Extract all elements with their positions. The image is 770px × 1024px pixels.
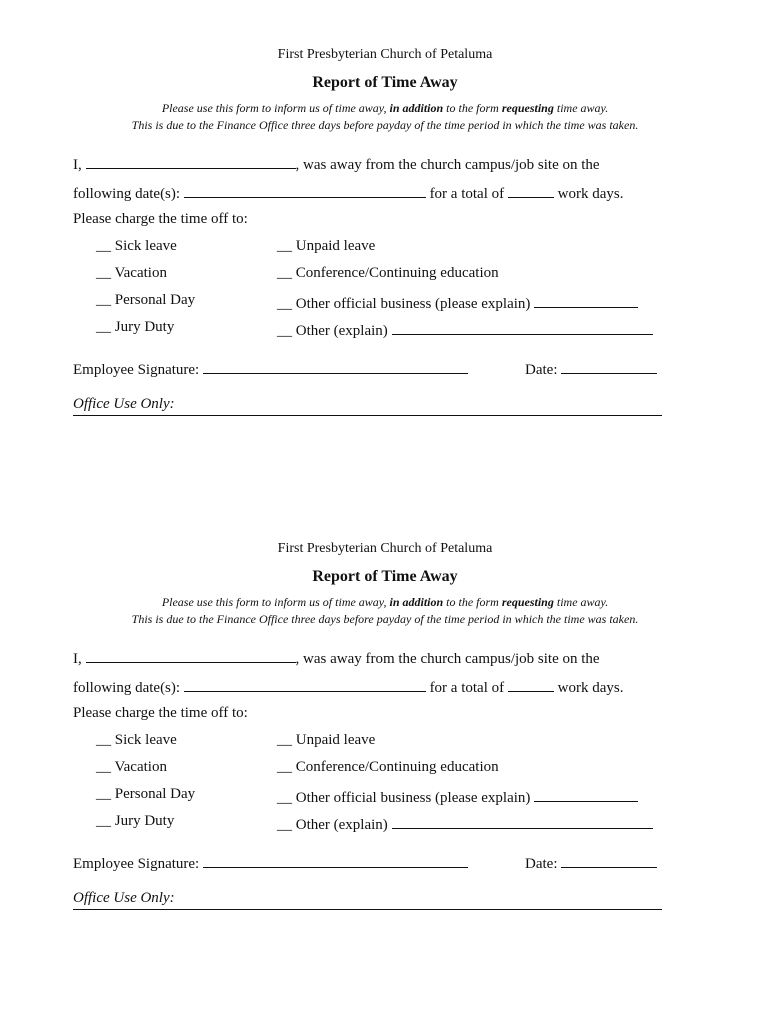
option-unpaid-leave[interactable]: __ Unpaid leave — [277, 238, 376, 254]
option-jury-duty[interactable]: __ Jury Duty — [96, 813, 175, 829]
office-use-only: Office Use Only: — [73, 396, 662, 416]
option-sick-leave[interactable]: __ Sick leave — [96, 238, 177, 254]
office-use-only: Office Use Only: — [73, 890, 662, 910]
option-label[interactable]: __ Other official business (please explain) — [277, 296, 535, 312]
instr-emphasis: requesting — [501, 595, 554, 609]
option-sick-leave[interactable]: __ Sick leave — [96, 732, 177, 748]
date-label: Date: — [525, 856, 562, 872]
option-other — [277, 813, 653, 834]
time-away-form-2 — [0, 494, 770, 914]
instr-text: time away. — [553, 101, 609, 115]
option-label[interactable]: __ Other (explain) — [277, 323, 392, 339]
instr-text: Please use this form to inform us of time away, — [161, 595, 390, 609]
dates-line — [73, 676, 623, 697]
employee-signature — [73, 852, 468, 873]
dates-field[interactable] — [184, 182, 426, 198]
employee-name-field[interactable] — [86, 153, 296, 169]
signature-label: Employee Signature: — [73, 362, 203, 378]
total-days-field[interactable] — [508, 182, 554, 198]
line-text: I, — [73, 157, 86, 173]
line-text: for a total of — [425, 186, 508, 202]
option-other-official-business — [277, 292, 638, 313]
line-text: following date(s): — [73, 186, 184, 202]
line-text: work days. — [553, 680, 624, 696]
instr-text: Please use this form to inform us of time away, — [161, 101, 390, 115]
line-text: for a total of — [425, 680, 508, 696]
line-text: , was away from the church campus/job site on the — [295, 651, 600, 667]
form-title: Report of Time Away — [312, 568, 458, 585]
charge-prompt: Please charge the time off to: — [73, 211, 248, 227]
signature-field[interactable] — [203, 358, 468, 374]
employee-name-field[interactable] — [86, 647, 296, 663]
instructions-line-2: This is due to the Finance Office three days before payday of the time period in which the time was taken. — [131, 118, 639, 132]
option-label[interactable]: __ Other official business (please explain) — [277, 790, 535, 806]
option-vacation[interactable]: __ Vacation — [96, 759, 167, 775]
organization-name: First Presbyterian Church of Petaluma — [277, 47, 493, 62]
official-business-explain-field[interactable] — [534, 292, 638, 308]
option-jury-duty[interactable]: __ Jury Duty — [96, 319, 175, 335]
date-row — [525, 852, 657, 873]
instr-text: to the form — [443, 101, 502, 115]
instructions-line-1 — [0, 595, 770, 610]
other-explain-field[interactable] — [392, 813, 653, 829]
employee-name-line — [73, 153, 600, 174]
employee-name-line — [73, 647, 600, 668]
employee-signature — [73, 358, 468, 379]
date-field[interactable] — [561, 358, 657, 374]
option-other-official-business — [277, 786, 638, 807]
option-conference-education[interactable]: __ Conference/Continuing education — [277, 759, 499, 775]
time-away-form-1 — [0, 0, 770, 420]
dates-field[interactable] — [184, 676, 426, 692]
dates-line — [73, 182, 623, 203]
option-other — [277, 319, 653, 340]
option-label[interactable]: __ Other (explain) — [277, 817, 392, 833]
option-personal-day[interactable]: __ Personal Day — [96, 786, 196, 802]
other-explain-field[interactable] — [392, 319, 653, 335]
instr-emphasis: requesting — [501, 101, 554, 115]
option-conference-education[interactable]: __ Conference/Continuing education — [277, 265, 499, 281]
instr-text: to the form — [443, 595, 502, 609]
option-vacation[interactable]: __ Vacation — [96, 265, 167, 281]
option-unpaid-leave[interactable]: __ Unpaid leave — [277, 732, 376, 748]
line-text: work days. — [553, 186, 624, 202]
charge-prompt: Please charge the time off to: — [73, 705, 248, 721]
date-field[interactable] — [561, 852, 657, 868]
line-text: , was away from the church campus/job site on the — [295, 157, 600, 173]
signature-field[interactable] — [203, 852, 468, 868]
instr-text: time away. — [553, 595, 609, 609]
instr-emphasis: in addition — [389, 101, 444, 115]
option-personal-day[interactable]: __ Personal Day — [96, 292, 196, 308]
line-text: following date(s): — [73, 680, 184, 696]
instructions-line-2: This is due to the Finance Office three days before payday of the time period in which the time was taken. — [131, 612, 639, 626]
instr-emphasis: in addition — [389, 595, 444, 609]
total-days-field[interactable] — [508, 676, 554, 692]
date-row — [525, 358, 657, 379]
date-label: Date: — [525, 362, 562, 378]
instructions-line-1 — [0, 101, 770, 116]
signature-label: Employee Signature: — [73, 856, 203, 872]
official-business-explain-field[interactable] — [534, 786, 638, 802]
line-text: I, — [73, 651, 86, 667]
form-title: Report of Time Away — [312, 74, 458, 91]
organization-name: First Presbyterian Church of Petaluma — [277, 541, 493, 556]
